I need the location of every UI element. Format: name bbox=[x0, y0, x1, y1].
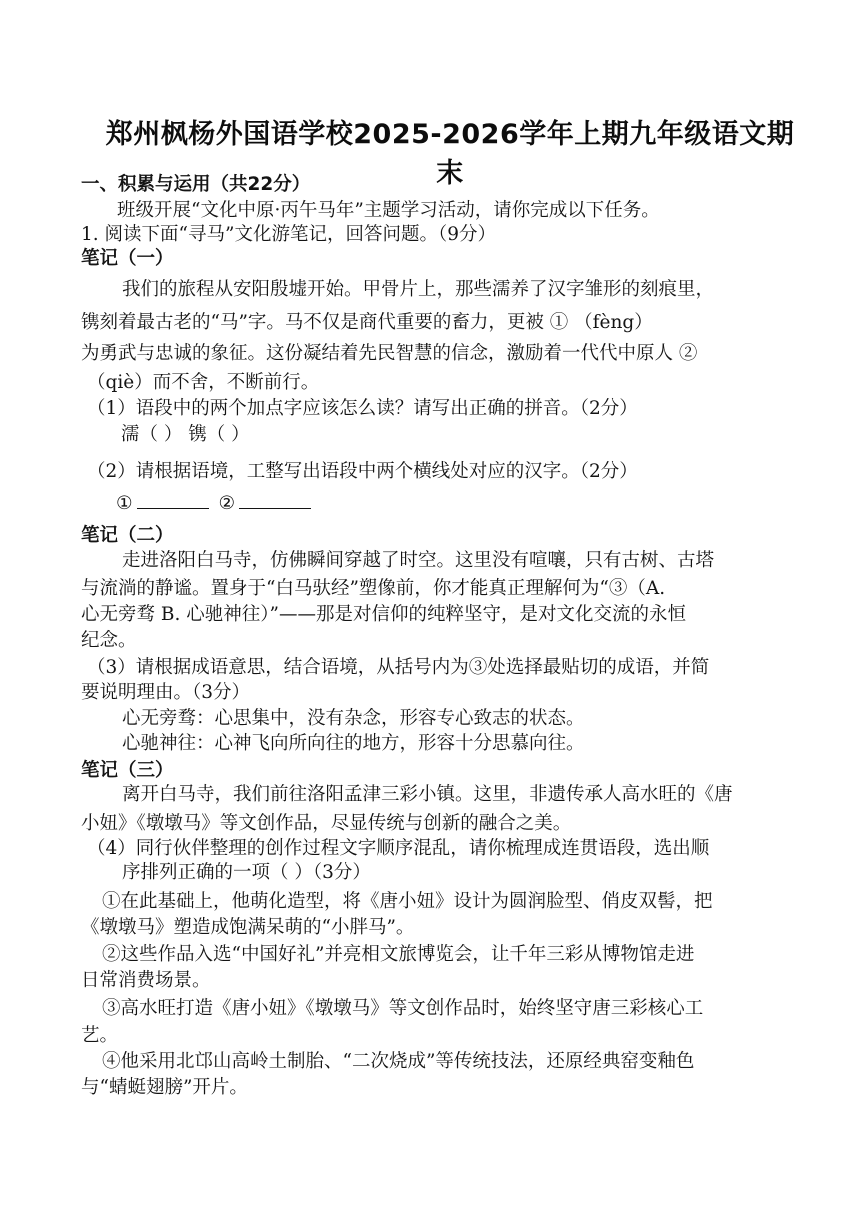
answer-blank-1[interactable] bbox=[137, 490, 209, 509]
question-1-1-answer-slots: 濡（ ） 镌（ ） bbox=[121, 424, 250, 445]
answer-blank-2[interactable] bbox=[239, 490, 311, 509]
exam-title: 郑州枫杨外国语学校2025-2026学年上期九年级语文期末 bbox=[105, 119, 795, 189]
question-1-2: （2）请根据语境，工整写出语段中两个横线处对应的汉字。（2分） bbox=[87, 461, 638, 482]
question-1-1: （1）语段中的两个加点字应该怎么读？请写出正确的拼音。（2分） bbox=[87, 398, 638, 419]
question-1-3: （3）请根据成语意思，结合语境，从括号内为③处选择最贴切的成语，并简 bbox=[87, 657, 710, 678]
note-2-line: 心无旁骛 B. 心驰神往）”——那是对信仰的纯粹坚守，是对文化交流的永恒 bbox=[81, 604, 686, 625]
note-2-line: 纪念。 bbox=[81, 630, 137, 651]
note-1-line: 为勇武与忠诚的象征。这份凝结着先民智慧的信念，激励着一代代中原人 ② bbox=[81, 343, 698, 364]
note-2-label: 笔记（二） bbox=[81, 525, 174, 546]
note-2-line: 与流淌的静谧。置身于“白马驮经”塑像前，你才能真正理解何为“③（A. bbox=[81, 578, 666, 599]
sequence-item: ③高水旺打造《唐小妞》《墩墩马》等文创作品时，始终坚守唐三彩核心工 bbox=[102, 998, 704, 1019]
sequence-item: ②这些作品入选“中国好礼”并亮相文旅博览会，让千年三彩从博物馆走进 bbox=[102, 944, 695, 965]
question-1-4: 序排列正确的一项（ ）（3分） bbox=[122, 862, 371, 883]
sequence-item: 日常消费场景。 bbox=[81, 970, 211, 991]
note-2-line: 走进洛阳白马寺，仿佛瞬间穿越了时空。这里没有喧嚷，只有古树、古塔 bbox=[122, 550, 715, 571]
sequence-item: ④他采用北邙山高岭土制胎、“二次烧成”等传统技法，还原经典窑变釉色 bbox=[102, 1051, 695, 1072]
note-3-line: 离开白马寺，我们前往洛阳孟津三彩小镇。这里，非遗传承人高水旺的《唐 bbox=[122, 784, 733, 805]
note-1-line: 我们的旅程从安阳殷墟开始。甲骨片上，那些濡养了汉字雏形的刻痕里， bbox=[122, 279, 715, 300]
note-3-label: 笔记（三） bbox=[81, 760, 174, 781]
section-heading: 一、积累与运用（共22分） bbox=[81, 174, 311, 195]
idiom-definition: 心驰神往：心神飞向所向往的地方，形容十分思慕向往。 bbox=[122, 733, 585, 754]
question-1: 1. 阅读下面“寻马”文化游笔记，回答问题。（9分） bbox=[81, 224, 496, 245]
section-intro: 班级开展“文化中原·丙午马年”主题学习活动，请你完成以下任务。 bbox=[117, 200, 660, 221]
blank-2-marker: ② bbox=[218, 493, 236, 514]
note-1-line: 镌刻着最古老的“马”字。马不仅是商代重要的畜力，更被 ① （fèng） bbox=[81, 312, 653, 333]
sequence-item: 与“蜻蜓翅膀”开片。 bbox=[81, 1077, 248, 1098]
note-1-label: 笔记（一） bbox=[81, 248, 174, 269]
question-1-4: （4）同行伙伴整理的创作过程文字顺序混乱，请你梳理成连贯语段，选出顺 bbox=[87, 838, 710, 859]
sequence-item: 《墩墩马》塑造成饱满呆萌的“小胖马”。 bbox=[81, 917, 415, 938]
note-1-line: （qiè）而不舍，不断前行。 bbox=[87, 372, 320, 393]
question-1-3: 要说明理由。（3分） bbox=[81, 682, 251, 703]
blank-1-marker: ① bbox=[116, 493, 133, 514]
question-1-2-answer-slots bbox=[116, 490, 315, 514]
sequence-item: ①在此基础上，他萌化造型，将《唐小妞》设计为圆润脸型、俏皮双髻，把 bbox=[102, 891, 713, 912]
sequence-item: 艺。 bbox=[81, 1025, 119, 1046]
idiom-definition: 心无旁骛：心思集中，没有杂念，形容专心致志的状态。 bbox=[122, 708, 585, 729]
note-3-line: 小妞》《墩墩马》等文创作品，尽显传统与创新的融合之美。 bbox=[81, 813, 572, 834]
